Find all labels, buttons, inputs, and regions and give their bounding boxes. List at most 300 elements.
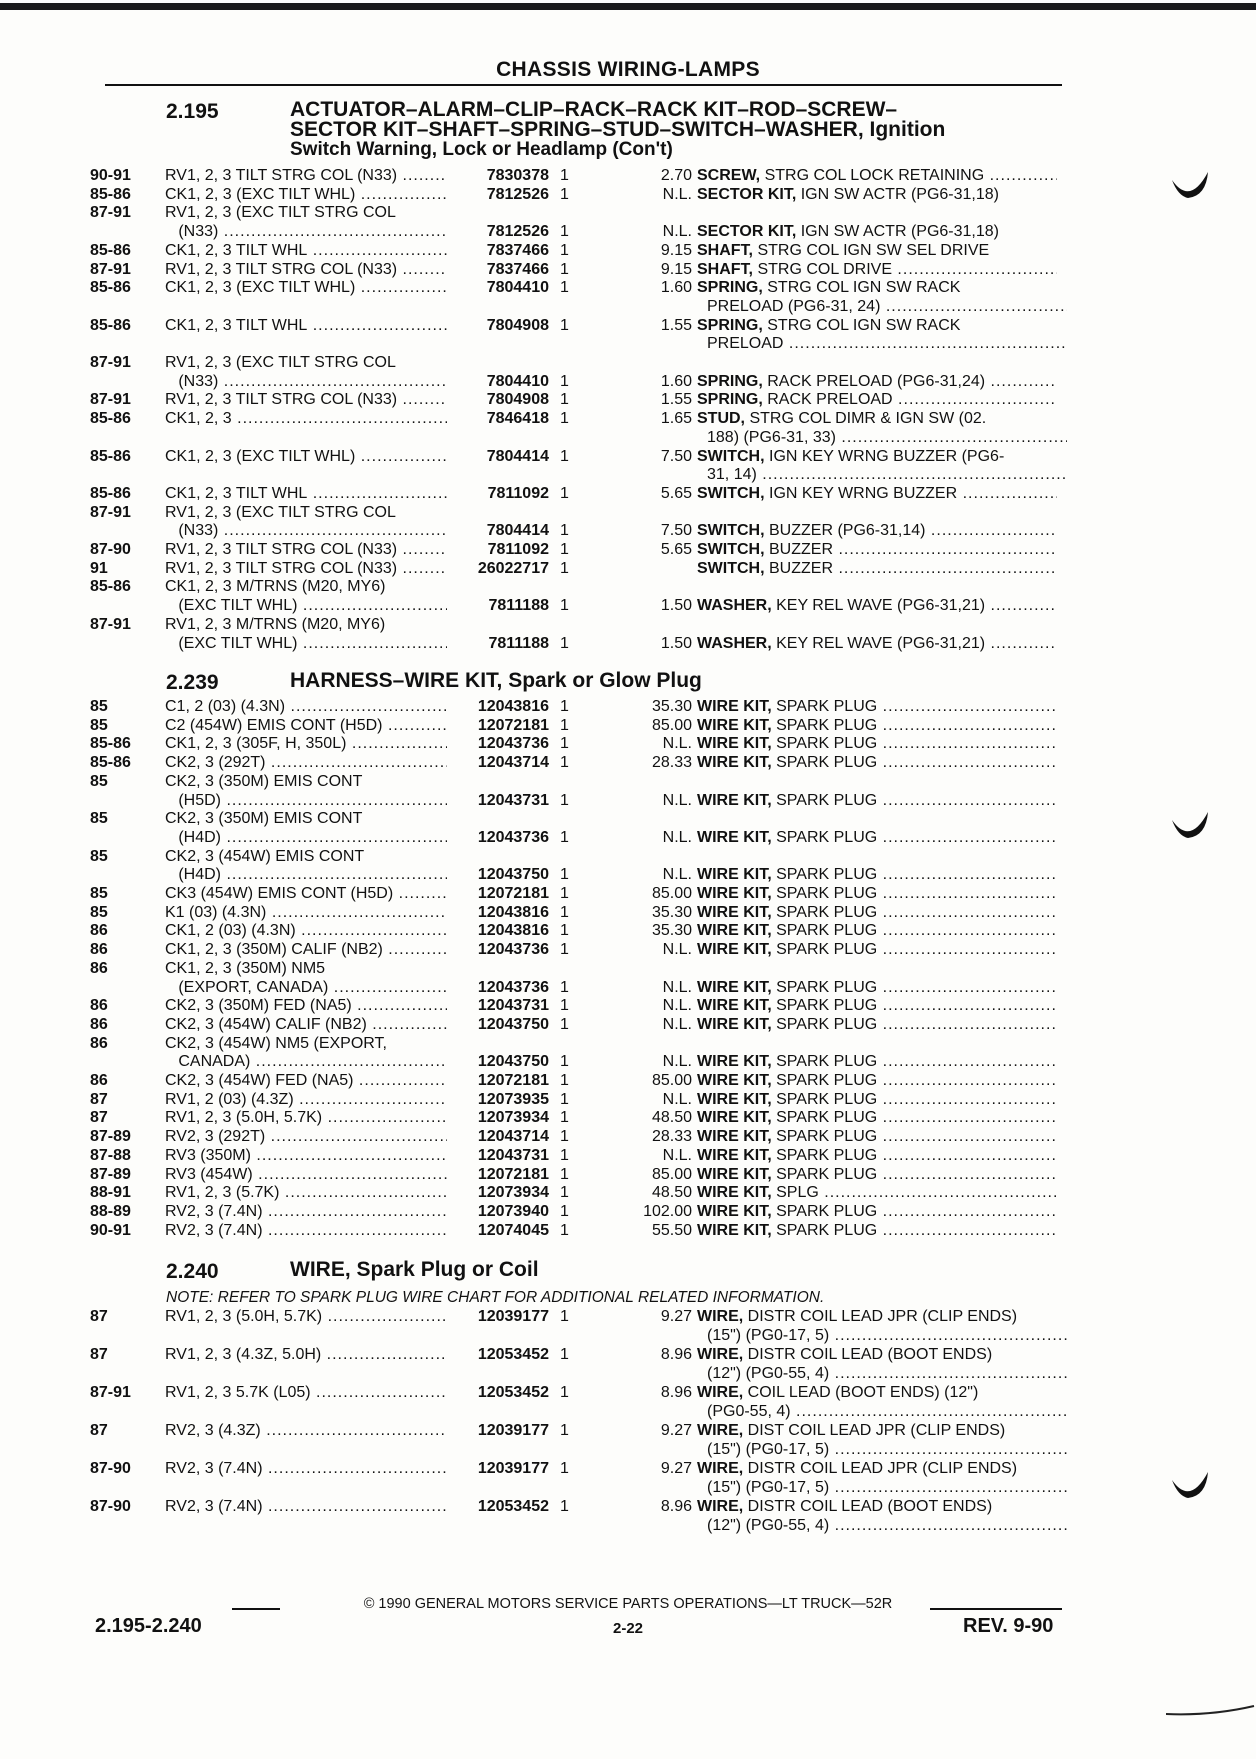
quantity-cell: 1 <box>560 559 569 577</box>
year-cell: 85-86 <box>90 241 131 259</box>
year-cell: 87-91 <box>90 204 131 222</box>
part-number-cell: 12043816 <box>447 921 549 940</box>
description-text: SPARK PLUG <box>771 1221 878 1239</box>
table-row <box>90 1345 1070 1364</box>
footer-copyright: © 1990 GENERAL MOTORS SERVICE PARTS OPERATIONS—LT TRUCK—52R <box>363 1596 893 1612</box>
table-row <box>90 921 1070 940</box>
price-cell: 55.50 <box>651 1221 692 1239</box>
price-cell: 2.70 <box>660 167 692 184</box>
quantity-cell: 1 <box>560 735 569 753</box>
leader-dots <box>892 261 1057 278</box>
leader-dots <box>829 1365 1067 1382</box>
quantity-cell: 1 <box>560 1015 569 1033</box>
table-row <box>90 1090 1070 1109</box>
model-text: RV1, 2, 3 (EXC TILT STRG COL <box>165 503 396 521</box>
table-row <box>90 716 1070 735</box>
table-row <box>90 596 1070 615</box>
description-text: 31, 14) <box>707 466 757 484</box>
leader-dots <box>836 429 1067 446</box>
description-text: BUZZER (PG6-31,14) <box>764 522 926 540</box>
part-number-cell: 12043736 <box>447 828 549 847</box>
model-text: CK1, 2, 3 TILT WHL <box>165 484 308 502</box>
description-text: SPARK PLUG <box>771 828 878 846</box>
description-cell <box>697 1516 1067 1535</box>
quantity-cell: 1 <box>560 1346 569 1363</box>
table-row <box>90 1478 1070 1497</box>
description-cell <box>697 1221 1057 1240</box>
leader-dots <box>829 1479 1067 1496</box>
part-name: WIRE KIT, <box>697 716 772 734</box>
table-row <box>90 203 1070 222</box>
description-text: RACK PRELOAD (PG6-31,24) <box>762 372 986 390</box>
description-cell <box>697 166 1057 185</box>
price-cell: 85.00 <box>651 1165 692 1183</box>
part-number-cell: 12074045 <box>447 1221 549 1240</box>
price-cell: 1.50 <box>660 634 692 652</box>
description-text: IGN SW ACTR (PG6-31,18) <box>796 223 999 241</box>
quantity-cell: 1 <box>560 597 569 615</box>
description-cell <box>697 884 1057 903</box>
description-cell <box>697 1326 1067 1345</box>
binder-hole-mark <box>1170 806 1210 846</box>
year-cell: 87-88 <box>90 1146 131 1164</box>
table-row <box>90 465 1070 484</box>
table-row <box>90 577 1070 596</box>
price-cell: N.L. <box>662 1015 692 1033</box>
year-cell: 85-86 <box>90 185 131 203</box>
quantity-cell: 1 <box>560 1202 569 1220</box>
part-number-cell: 7804410 <box>447 278 549 297</box>
model-text: RV3 (350M) <box>165 1146 251 1164</box>
price-cell: 1.60 <box>660 372 692 390</box>
price-cell: N.L. <box>662 978 692 996</box>
description-text: SPARK PLUG <box>771 1128 878 1146</box>
binder-hole-mark <box>1170 166 1210 206</box>
description-text: SPARK PLUG <box>771 1165 878 1183</box>
year-cell: 85 <box>90 903 108 921</box>
year-cell: 87-89 <box>90 1165 131 1183</box>
part-name: WIRE KIT, <box>697 941 772 959</box>
table-row <box>90 1127 1070 1146</box>
description-text: SPARK PLUG <box>771 1109 878 1127</box>
quantity-cell: 1 <box>560 447 569 465</box>
quantity-cell: 1 <box>560 634 569 652</box>
part-name: WIRE KIT, <box>697 1109 772 1127</box>
model-text: CK2, 3 (454W) CALIF (NB2) <box>165 1015 367 1033</box>
year-cell: 85 <box>90 885 108 902</box>
part-number-cell: 12073940 <box>447 1202 549 1221</box>
part-name: SWITCH, <box>697 541 765 558</box>
description-text: (15") (PG0-17, 5) <box>707 1327 830 1344</box>
price-cell: 85.00 <box>651 885 692 902</box>
description-cell <box>697 791 1057 810</box>
description-cell <box>697 1421 1057 1440</box>
price-cell: 35.30 <box>651 698 692 715</box>
leader-dots <box>925 522 1057 539</box>
model-text: RV1, 2, 3 (5.0H, 5.7K) <box>165 1308 323 1325</box>
leader-dots <box>877 904 1057 921</box>
table-row <box>90 791 1070 810</box>
table-row <box>90 521 1070 540</box>
quantity-cell: 1 <box>560 698 569 715</box>
description-text: SPARK PLUG <box>771 754 878 772</box>
table-row <box>90 222 1070 241</box>
table-row <box>90 372 1070 391</box>
year-cell: 86 <box>90 959 108 977</box>
part-number-cell: 12043714 <box>447 753 549 772</box>
part-number-cell: 12039177 <box>447 1421 549 1440</box>
leader-dots <box>877 979 1057 996</box>
year-cell: 85 <box>90 810 108 828</box>
description-text: IGN SW ACTR (PG6-31,18) <box>796 185 999 203</box>
year-cell: 86 <box>90 1034 108 1052</box>
description-cell <box>697 865 1057 884</box>
table-row <box>90 334 1070 353</box>
part-number-cell: 7811188 <box>447 634 549 653</box>
model-text: CK3 (454W) EMIS CONT (H5D) <box>165 885 394 902</box>
top-border <box>0 3 1256 10</box>
quantity-cell: 1 <box>560 922 569 940</box>
price-cell: 8.96 <box>660 1346 692 1363</box>
part-name: WIRE KIT, <box>697 1202 772 1220</box>
part-name: SWITCH, <box>697 447 765 465</box>
section-title-line: ACTUATOR–ALARM–CLIP–RACK–RACK KIT–ROD–SCREW– <box>290 98 898 121</box>
leader-dots <box>877 1222 1057 1239</box>
price-cell: N.L. <box>662 1146 692 1164</box>
part-number-cell: 7811092 <box>447 484 549 503</box>
part-number-cell: 12072181 <box>447 716 549 735</box>
leader-dots <box>833 541 1057 558</box>
table-row <box>90 1440 1070 1459</box>
table-row <box>90 772 1070 791</box>
description-text: SPARK PLUG <box>771 978 878 996</box>
leader-dots <box>833 560 1057 577</box>
year-cell: 87-91 <box>90 615 131 633</box>
part-name: SHAFT, <box>697 241 753 259</box>
leader-dots <box>877 1109 1057 1126</box>
description-text: STRG COL IGN SW SEL DRIVE <box>753 241 990 259</box>
description-text: SPARK PLUG <box>771 922 878 940</box>
year-cell: 85 <box>90 772 108 790</box>
model-cell <box>165 772 540 791</box>
quantity-cell: 1 <box>560 1308 569 1325</box>
price-cell: 9.15 <box>660 260 692 278</box>
description-cell <box>697 1090 1057 1109</box>
section-title-line: WIRE, Spark Plug or Coil <box>290 1258 539 1281</box>
description-cell <box>697 297 1067 316</box>
table-row <box>90 447 1070 466</box>
quantity-cell: 1 <box>560 185 569 203</box>
quantity-cell: 1 <box>560 716 569 734</box>
quantity-cell: 1 <box>560 316 569 334</box>
quantity-cell: 1 <box>560 791 569 809</box>
part-number-cell: 7811092 <box>447 540 549 559</box>
model-text: RV1, 2, 3 (EXC TILT STRG COL <box>165 354 396 371</box>
model-text: CK1, 2, 3 (350M) NM5 <box>165 959 326 977</box>
leader-dots <box>880 298 1067 315</box>
price-cell: 1.55 <box>660 316 692 334</box>
quantity-cell: 1 <box>560 391 569 409</box>
model-text: CK1, 2, 3 (EXC TILT WHL) <box>165 447 356 465</box>
leader-dots <box>985 373 1057 390</box>
model-text: RV1, 2, 3 TILT STRG COL (N33) <box>165 260 398 278</box>
part-name: WIRE, <box>697 1346 744 1363</box>
model-cell <box>165 203 540 222</box>
price-cell: 7.50 <box>660 447 692 465</box>
description-text: STRG COL DIMR & IGN SW (02. <box>745 410 987 428</box>
table-row <box>90 940 1070 959</box>
table-row <box>90 1497 1070 1516</box>
part-name: WIRE KIT, <box>697 1015 772 1033</box>
description-text: BUZZER <box>764 559 833 577</box>
part-number-cell: 12073934 <box>447 1183 549 1202</box>
quantity-cell: 1 <box>560 997 569 1015</box>
year-cell: 87-91 <box>90 260 131 278</box>
quantity-cell: 1 <box>560 241 569 259</box>
model-text: (N33) <box>165 223 219 241</box>
description-text: (12") (PG0-55, 4) <box>707 1517 830 1534</box>
part-name: WIRE KIT, <box>697 1090 772 1108</box>
table-row <box>90 1034 1070 1053</box>
model-text: CK1, 2 (03) (4.3N) <box>165 922 296 940</box>
quantity-cell: 1 <box>560 1146 569 1164</box>
table-row <box>90 809 1070 828</box>
year-cell: 85-86 <box>90 578 131 596</box>
table-row <box>90 884 1070 903</box>
year-cell: 86 <box>90 1072 108 1089</box>
description-cell <box>697 596 1057 615</box>
price-cell: 85.00 <box>651 1072 692 1089</box>
year-cell: 85-86 <box>90 484 131 502</box>
price-cell: 35.30 <box>651 903 692 921</box>
description-cell <box>697 222 1057 241</box>
part-number-cell: 12043816 <box>447 903 549 922</box>
model-text: RV3 (454W) <box>165 1165 253 1183</box>
model-text: CK1, 2, 3 (EXC TILT WHL) <box>165 279 356 297</box>
table-row <box>90 1307 1070 1326</box>
part-number-cell: 12043816 <box>447 697 549 716</box>
year-cell: 85 <box>90 698 108 715</box>
table-row <box>90 166 1070 185</box>
table-row <box>90 1015 1070 1034</box>
table-row <box>90 278 1070 297</box>
part-number-cell: 7811188 <box>447 596 549 615</box>
price-cell: 1.65 <box>660 410 692 428</box>
part-number-cell: 12043750 <box>447 1052 549 1071</box>
part-number-cell: 12053452 <box>447 1383 549 1402</box>
price-cell: N.L. <box>662 828 692 846</box>
description-text: COIL LEAD (BOOT ENDS) (12") <box>743 1384 979 1401</box>
quantity-cell: 1 <box>560 279 569 297</box>
model-text: RV2, 3 (292T) <box>165 1128 266 1146</box>
part-name: WIRE, <box>697 1308 744 1325</box>
model-text: RV1, 2 (03) (4.3Z) <box>165 1090 294 1108</box>
table-row <box>90 1459 1070 1478</box>
description-cell <box>697 428 1067 447</box>
leader-dots <box>877 866 1057 883</box>
model-text: CK1, 2, 3 <box>165 410 232 428</box>
description-text: SPARK PLUG <box>771 735 878 753</box>
model-cell <box>165 353 540 372</box>
table-row <box>90 1202 1070 1221</box>
table-row <box>90 1221 1070 1240</box>
description-text: PRELOAD <box>707 335 784 353</box>
page-edge-mark <box>1166 1700 1256 1720</box>
model-text: RV1, 2, 3 TILT STRG COL (N33) <box>165 559 398 577</box>
quantity-cell: 1 <box>560 1072 569 1089</box>
part-name: WIRE KIT, <box>697 1221 772 1239</box>
part-name: WIRE KIT, <box>697 1128 772 1146</box>
footer-section-range: 2.195-2.240 <box>95 1615 202 1637</box>
year-cell: 85 <box>90 847 108 865</box>
description-cell <box>697 1052 1057 1071</box>
year-cell: 87-91 <box>90 503 131 521</box>
part-name: SCREW, <box>697 167 761 184</box>
part-name: SPRING, <box>697 372 763 390</box>
part-name: WIRE KIT, <box>697 791 772 809</box>
table-row <box>90 1402 1070 1421</box>
section-number: 2.239 <box>166 671 219 694</box>
part-number-cell: 7812526 <box>447 222 549 241</box>
part-number-cell: 12043736 <box>447 940 549 959</box>
description-text: SPARK PLUG <box>771 1015 878 1033</box>
model-text: RV1, 2, 3 TILT STRG COL (N33) <box>165 391 398 409</box>
year-cell: 87 <box>90 1346 108 1363</box>
price-cell: 9.15 <box>660 241 692 259</box>
model-text: RV2, 3 (7.4N) <box>165 1202 263 1220</box>
description-cell <box>697 1478 1067 1497</box>
table-row <box>90 1516 1070 1535</box>
quantity-cell: 1 <box>560 522 569 540</box>
year-cell: 88-91 <box>90 1184 131 1202</box>
description-cell <box>697 828 1057 847</box>
price-cell: 28.33 <box>651 1128 692 1146</box>
leader-dots <box>757 466 1067 483</box>
description-text: STRG COL IGN SW RACK <box>762 279 961 297</box>
description-cell <box>697 1108 1057 1127</box>
model-text: C1, 2 (03) (4.3N) <box>165 698 286 715</box>
model-text: RV1, 2, 3 (EXC TILT STRG COL <box>165 204 396 222</box>
description-text: SPARK PLUG <box>771 903 878 921</box>
model-text: CK2, 3 (454W) FED (NA5) <box>165 1072 354 1089</box>
description-text: SPARK PLUG <box>771 791 878 809</box>
part-name: SWITCH, <box>697 484 765 502</box>
page-title: CHASSIS WIRING-LAMPS <box>496 58 760 81</box>
part-name: WASHER, <box>697 634 772 652</box>
description-cell <box>697 316 1057 335</box>
model-cell <box>165 809 540 828</box>
table-row <box>90 316 1070 335</box>
leader-dots <box>829 1441 1067 1458</box>
quantity-cell: 1 <box>560 1165 569 1183</box>
model-text: (N33) <box>165 522 219 540</box>
price-cell: N.L. <box>662 223 692 241</box>
description-cell <box>697 409 1057 428</box>
description-text: (15") (PG0-17, 5) <box>707 1441 830 1458</box>
year-cell: 90-91 <box>90 1221 131 1239</box>
model-cell <box>165 847 540 866</box>
price-cell: 48.50 <box>651 1109 692 1127</box>
part-name: WIRE KIT, <box>697 754 772 772</box>
binder-hole-mark <box>1170 1466 1210 1506</box>
part-number-cell: 12043731 <box>447 791 549 810</box>
description-text: SPARK PLUG <box>771 698 878 715</box>
part-number-cell: 12072181 <box>447 1071 549 1090</box>
price-cell: N.L. <box>662 941 692 959</box>
table-row <box>90 185 1070 204</box>
part-name: SPRING, <box>697 391 763 409</box>
quantity-cell: 1 <box>560 484 569 502</box>
price-cell: N.L. <box>662 1090 692 1108</box>
table-row <box>90 734 1070 753</box>
part-number-cell: 7804908 <box>447 316 549 335</box>
description-cell <box>697 1071 1057 1090</box>
leader-dots <box>877 922 1057 939</box>
table-row <box>90 1108 1070 1127</box>
part-number-cell: 12043731 <box>447 1146 549 1165</box>
price-cell: N.L. <box>662 1053 692 1071</box>
part-number-cell: 12043750 <box>447 1015 549 1034</box>
part-name: WIRE, <box>697 1460 744 1477</box>
quantity-cell: 1 <box>560 1422 569 1439</box>
model-text: RV1, 2, 3 5.7K (L05) <box>165 1384 311 1401</box>
part-number-cell: 12053452 <box>447 1497 549 1516</box>
part-name: WIRE KIT, <box>697 1165 772 1183</box>
part-number-cell: 12043736 <box>447 734 549 753</box>
part-name: SWITCH, <box>697 522 765 540</box>
quantity-cell: 1 <box>560 1090 569 1108</box>
part-number-cell: 26022717 <box>447 559 549 578</box>
model-text: CK1, 2, 3 (305F, H, 350L) <box>165 735 347 753</box>
model-text: (EXPORT, CANADA) <box>165 978 329 996</box>
table-row <box>90 634 1070 653</box>
description-cell <box>697 465 1067 484</box>
year-cell: 87-90 <box>90 1498 131 1515</box>
part-name: WIRE KIT, <box>697 1053 772 1071</box>
leader-dots <box>984 167 1057 184</box>
description-text: IGN KEY WRNG BUZZER (PG6- <box>764 447 1005 465</box>
table-row <box>90 865 1070 884</box>
description-cell <box>697 1364 1067 1383</box>
description-cell <box>697 540 1057 559</box>
leader-dots <box>877 1053 1057 1070</box>
table-row <box>90 540 1070 559</box>
section-title-line: Switch Warning, Lock or Headlamp (Con't) <box>290 139 673 160</box>
part-name: STUD, <box>697 410 745 428</box>
model-text: CK1, 2, 3 (EXC TILT WHL) <box>165 185 356 203</box>
part-number-cell: 7804414 <box>447 447 549 466</box>
description-text: (12") (PG0-55, 4) <box>707 1365 830 1382</box>
part-number-cell: 7846418 <box>447 409 549 428</box>
description-cell <box>697 1497 1057 1516</box>
part-name: WIRE KIT, <box>697 903 772 921</box>
section-number: 2.240 <box>166 1260 219 1283</box>
part-name: WASHER, <box>697 597 772 615</box>
table-row <box>90 996 1070 1015</box>
description-text: SPARK PLUG <box>771 941 878 959</box>
model-text: CK2, 3 (350M) EMIS CONT <box>165 810 363 828</box>
year-cell: 85-86 <box>90 316 131 334</box>
quantity-cell: 1 <box>560 260 569 278</box>
quantity-cell: 1 <box>560 1128 569 1146</box>
part-name: WIRE KIT, <box>697 922 772 940</box>
model-text: RV1, 2, 3 (5.0H, 5.7K) <box>165 1109 323 1127</box>
table-row <box>90 260 1070 279</box>
leader-dots <box>877 792 1057 809</box>
part-number-cell: 12053452 <box>447 1345 549 1364</box>
description-cell <box>697 241 1057 260</box>
year-cell: 85-86 <box>90 447 131 465</box>
